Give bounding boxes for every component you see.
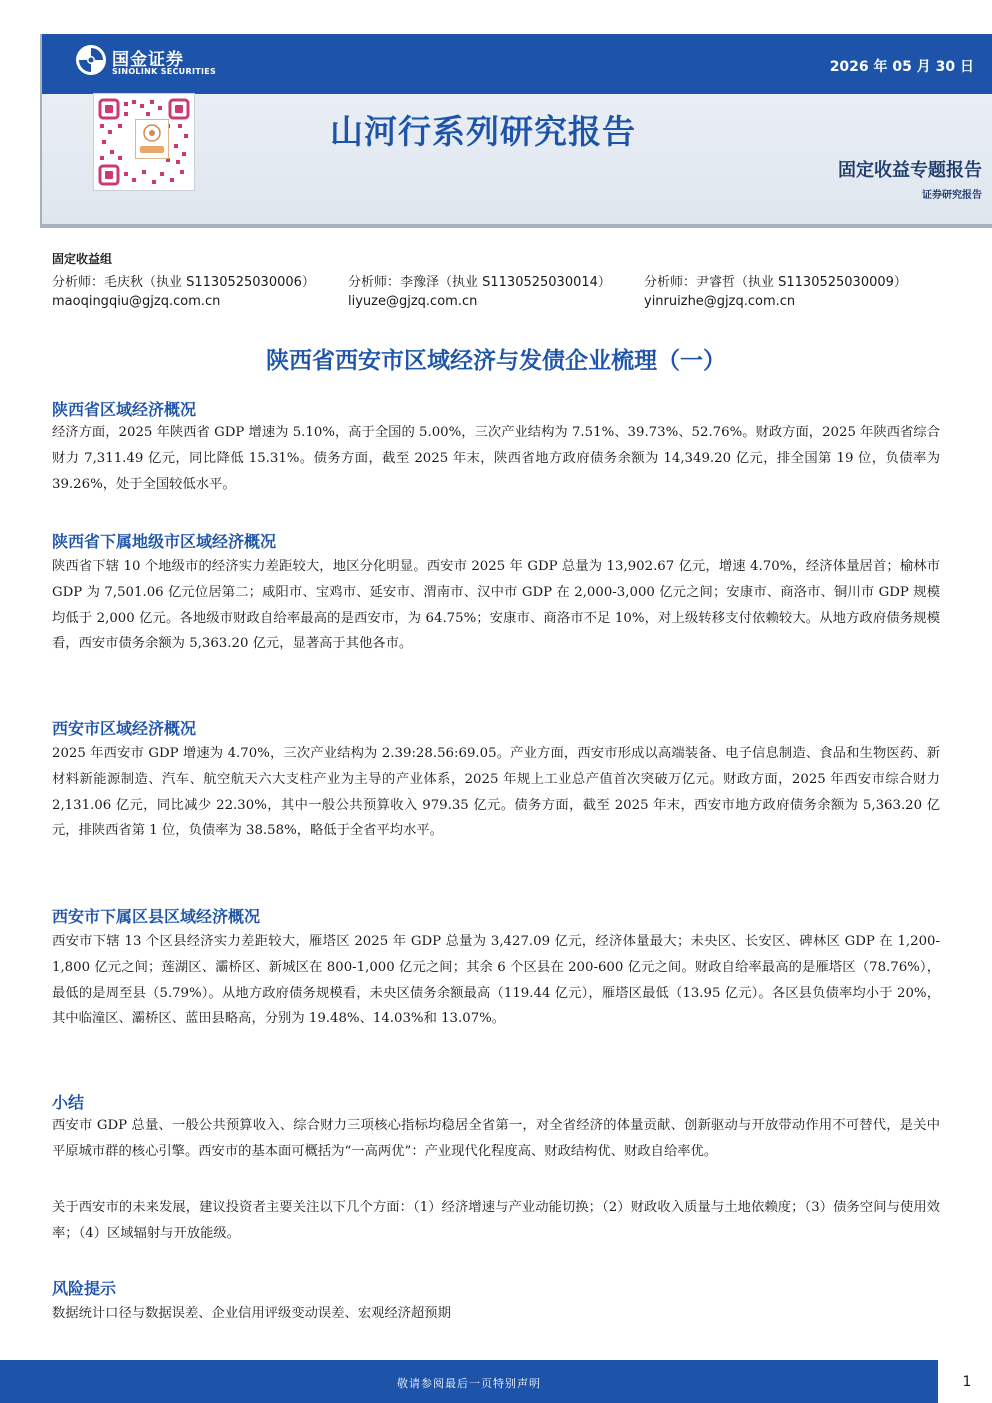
analyst-name: 分析师：李豫泽（执业 S1130525030014） [348, 275, 611, 290]
report-title: 陕西省西安市区域经济与发债企业梳理（一） [266, 348, 726, 374]
section-heading: 陕西省区域经济概况 [52, 400, 197, 419]
analyst-name: 分析师：毛庆秋（执业 S1130525030006） [52, 275, 315, 290]
analyst-email[interactable]: liyuze@gjzq.com.cn [348, 294, 478, 309]
section-heading: 小结 [52, 1093, 85, 1112]
series-title: 山河行系列研究报告 [330, 112, 636, 151]
report-type: 固定收益专题报告 [838, 160, 982, 181]
brand-name-en: SINOLINK SECURITIES [112, 67, 217, 76]
page-number: 1 [962, 1374, 972, 1390]
analyst-card [52, 271, 315, 309]
section-paragraph: 2025 年西安市 GDP 增速为 4.70%，三次产业结构为 2.39:28.56:69.05。产业方面，西安市形成以高端装备、电子信息制造、食品和生物医药、新材料新能源制造、汽车、航空航天六大支柱产业为主导的产业体系，2025 年规上工业总产值首次突破万亿元。财政方面，2025 年西安市综合财力 2,131.06 亿元，同比减少 22.30%，其中一般公共预算收入 979.35 亿元。债务方面，截至 2025 年末，西安市地方政府债务余额为 5,363.20 亿元，排陕西省第 1 位，负债率为 38.58%，略低于全省平均水平。 [52, 746, 940, 839]
sinolink-badge-icon [136, 120, 168, 158]
sinolink-logo-icon [75, 44, 107, 76]
report-subtype: 证券研究报告 [922, 190, 982, 201]
research-group: 固定收益组 [52, 252, 113, 266]
section-heading: 陕西省下属地级市区域经济概况 [52, 532, 277, 551]
section-heading: 风险提示 [52, 1279, 117, 1298]
report-date: 2026 年 05 月 30 日 [829, 59, 974, 75]
disclaimer-notice[interactable]: 敬请参阅最后一页特别声明 [397, 1377, 541, 1390]
analyst-card [348, 271, 611, 309]
brand-name-cn: 国金证券 [112, 50, 184, 70]
analyst-name: 分析师：尹睿哲（执业 S1130525030009） [644, 275, 907, 290]
banner-shadow [42, 224, 992, 228]
section-paragraph: 关于西安市的未来发展，建议投资者主要关注以下几个方面：（1）经济增速与产业动能切换；（2）财政收入质量与土地依赖度；（3）债务空间与使用效率；（4）区域辐射与开放能级。 [52, 1200, 940, 1241]
section-paragraph: 西安市 GDP 总量、一般公共预算收入、综合财力三项核心指标均稳居全省第一，对全省经济的体量贡献、创新驱动与开放带动作用不可替代，是关中平原城市群的核心引擎。西安市的基本面可概括为“一高两优”：产业现代化程度高、财政结构优、财政自给率优。 [52, 1118, 940, 1159]
section-heading: 西安市下属区县区域经济概况 [52, 907, 261, 926]
analyst-card [644, 271, 907, 309]
section-paragraph: 数据统计口径与数据误差、企业信用评级变动误差、宏观经济超预期 [52, 1306, 451, 1321]
section-heading: 西安市区域经济概况 [52, 719, 197, 738]
section-paragraph: 经济方面，2025 年陕西省 GDP 增速为 5.10%，高于全国的 5.00%，三次产业结构为 7.51%、39.73%、52.76%。财政方面，2025 年陕西省综合财力 7,311.49 亿元，同比降低 15.31%。债务方面，截至 2025 年末，陕西省地方政府债务余额为 14,349.20 亿元，排全国第 19 位，负债率为 39.26%，处于全国较低水平。 [52, 425, 940, 492]
analyst-email[interactable]: maoqingqiu@gjzq.com.cn [52, 294, 221, 309]
section-paragraph: 西安市下辖 13 个区县经济实力差距较大，雁塔区 2025 年 GDP 总量为 3,427.09 亿元，经济体量最大；未央区、长安区、碑林区 GDP 在 1,200-1,800 亿元之间；莲湖区、灞桥区、新城区在 800-1,000 亿元之间；其余 6 个区县在 200-600 亿元之间。财政自给率最高的是雁塔区（78.76%），最低的是周至县（5.79%）。从地方政府债务规模看，未央区债务余额最高（119.44 亿元），雁塔区最低（13.95 亿元）。各区县负债率均小于 20%，其中临潼区、灞桥区、蓝田县略高，分别为 19.48%、14.03%和 13.07%。 [52, 934, 940, 1027]
section-paragraph: 陕西省下辖 10 个地级市的经济实力差距较大，地区分化明显。西安市 2025 年 GDP 总量为 13,902.67 亿元，增速 4.70%，经济体量居首；榆林市 GDP 为 7,501.06 亿元位居第二；咸阳市、宝鸡市、延安市、渭南市、汉中市 GDP 在 2,000-3,000 亿元之间；安康市、商洛市、铜川市 GDP 规模均低于 2,000 亿元。各地级市财政自给率最高的是西安市，为 64.75%；安康市、商洛市不足 10%，对上级转移支付依赖较大。从地方政府债务规模看，西安市债务余额为 5,363.20 亿元，显著高于其他各市。 [52, 559, 940, 652]
analyst-email[interactable]: yinruizhe@gjzq.com.cn [644, 294, 796, 309]
qr-center-logo [135, 119, 169, 159]
